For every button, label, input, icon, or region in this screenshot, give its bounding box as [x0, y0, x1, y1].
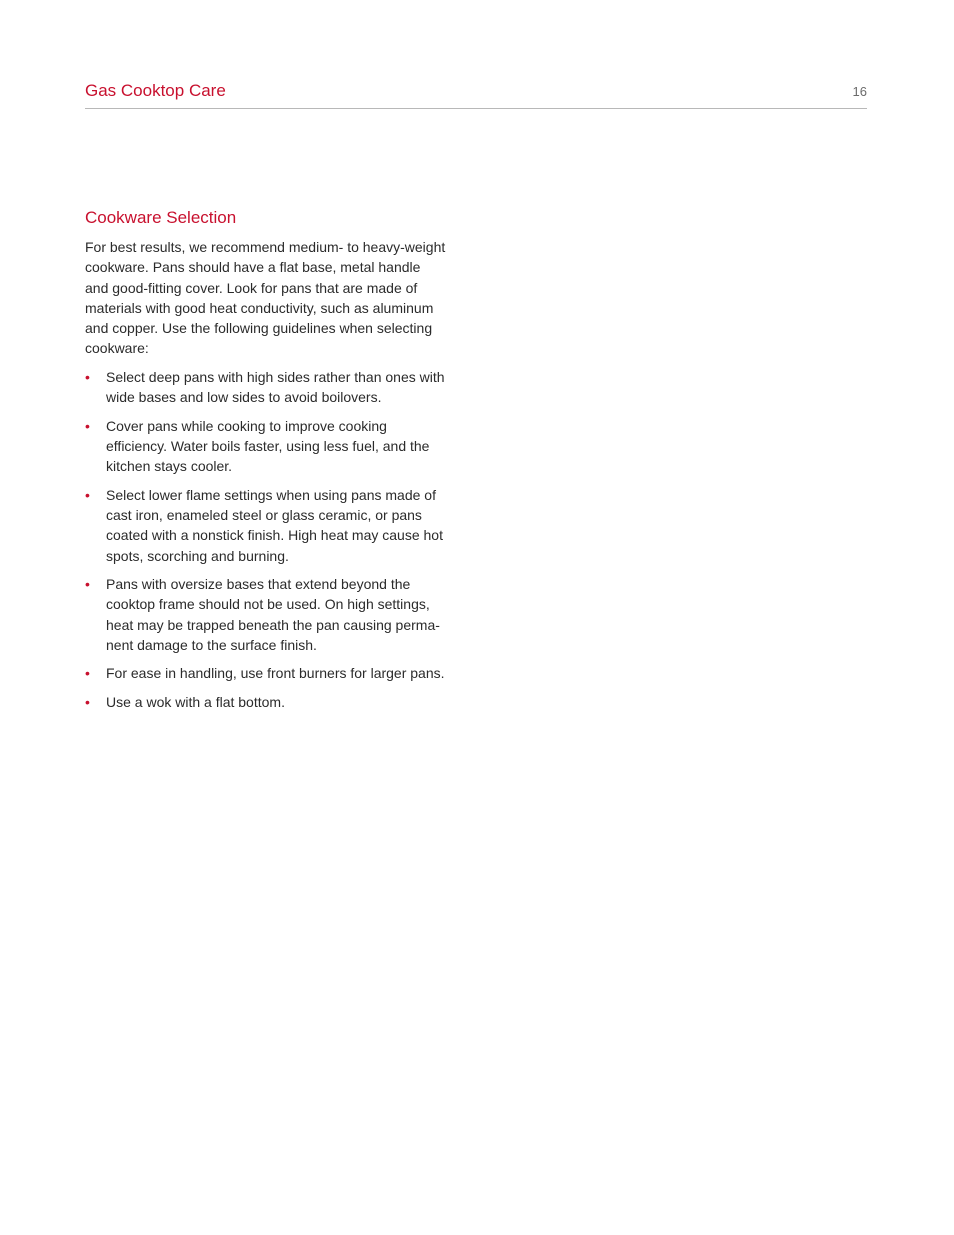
- intro-paragraph: [85, 237, 465, 359]
- list-item: [85, 485, 465, 566]
- section-title: Cookware Selection: [85, 208, 237, 227]
- list-item-line: heat may be trapped beneath the pan causing perma-: [106, 616, 440, 633]
- intro-line: and good-fitting cover. Look for pans that are made of: [85, 279, 418, 296]
- list-item-line: wide bases and low sides to avoid boilovers.: [106, 389, 382, 406]
- list-item: [85, 574, 465, 655]
- page-header: [85, 80, 867, 109]
- list-item: [85, 416, 465, 477]
- main-content: [85, 207, 465, 720]
- guidelines-list: [85, 367, 465, 712]
- bullet-icon: •: [85, 368, 90, 385]
- list-item-line: nent damage to the surface finish.: [106, 636, 317, 653]
- intro-line: For best results, we recommend medium- to heavy-weight: [85, 239, 446, 255]
- list-item-line: kitchen stays cooler.: [106, 458, 233, 475]
- bullet-icon: •: [85, 693, 90, 710]
- bullet-icon: •: [85, 576, 90, 593]
- bullet-icon: •: [85, 665, 90, 682]
- list-item: [85, 367, 465, 408]
- intro-line: materials with good heat conductivity, such as aluminum: [85, 299, 434, 316]
- list-item-line: efficiency. Water boils faster, using less fuel, and the: [106, 437, 430, 454]
- intro-line: and copper. Use the following guidelines when selecting: [85, 320, 433, 337]
- list-item-line: Select lower flame settings when using pans made of: [106, 486, 436, 503]
- header-title: Gas Cooktop Care: [85, 81, 226, 100]
- intro-line: cookware. Pans should have a flat base, metal handle: [85, 259, 421, 276]
- list-item-line: spots, scorching and burning.: [106, 547, 289, 564]
- list-item-line: Select deep pans with high sides rather than ones with: [106, 368, 445, 385]
- list-item-line: cooktop frame should not be used. On high settings,: [106, 596, 430, 613]
- list-item-line: cast iron, enameled steel or glass ceramic, or pans: [106, 506, 422, 523]
- list-item: [85, 663, 465, 683]
- list-item-line: Pans with oversize bases that extend beyond the: [106, 576, 411, 593]
- intro-line: cookware:: [85, 340, 149, 357]
- list-item-line: Use a wok with a flat bottom.: [106, 693, 285, 710]
- list-item: [85, 692, 465, 712]
- page-number: 16: [852, 84, 867, 99]
- list-item-line: Cover pans while cooking to improve cooking: [106, 417, 387, 434]
- list-item-line: For ease in handling, use front burners for larger pans.: [106, 665, 445, 682]
- bullet-icon: •: [85, 417, 90, 434]
- bullet-icon: •: [85, 486, 90, 503]
- list-item-line: coated with a nonstick finish. High heat may cause hot: [106, 527, 443, 544]
